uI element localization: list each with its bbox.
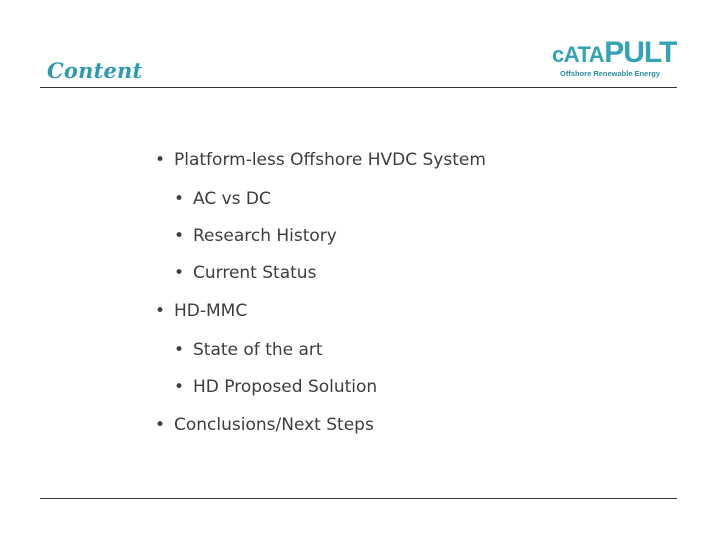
header-divider (40, 87, 677, 88)
logo-subtitle: Offshore Renewable Energy (560, 69, 661, 78)
bullet-item (174, 379, 377, 396)
bullet-dot-icon: • (174, 340, 185, 360)
bullet-text: Conclusions/Next Steps (174, 415, 374, 435)
bullet-dot-icon: • (155, 301, 166, 321)
logo-wordmark (552, 38, 676, 68)
bullet-dot-icon: • (155, 415, 166, 435)
bullet-dot-icon: • (174, 189, 185, 209)
logo-word-small: cATA (552, 42, 605, 67)
bullet-item (155, 417, 374, 434)
bullet-item (155, 152, 486, 169)
bullet-text: State of the art (193, 340, 323, 360)
logo-word-big: PULT (604, 36, 677, 69)
slide-title: Content (47, 58, 143, 83)
bullet-dot-icon: • (174, 377, 185, 397)
bullet-dot-icon: • (174, 226, 185, 246)
catapult-logo (552, 36, 677, 80)
bullet-item (174, 342, 323, 359)
bullet-text: Research History (193, 226, 337, 246)
bullet-text: HD Proposed Solution (193, 377, 378, 397)
bullet-item (155, 303, 247, 320)
footer-divider (40, 498, 677, 499)
bullet-item (174, 265, 316, 282)
bullet-text: AC vs DC (193, 189, 271, 209)
bullet-dot-icon: • (155, 150, 166, 170)
bullet-item (174, 228, 337, 245)
bullet-dot-icon: • (174, 263, 185, 283)
bullet-text: HD-MMC (174, 301, 248, 321)
bullet-text: Current Status (193, 263, 317, 283)
bullet-text: Platform-less Offshore HVDC System (174, 150, 486, 170)
bullet-item (174, 191, 271, 208)
